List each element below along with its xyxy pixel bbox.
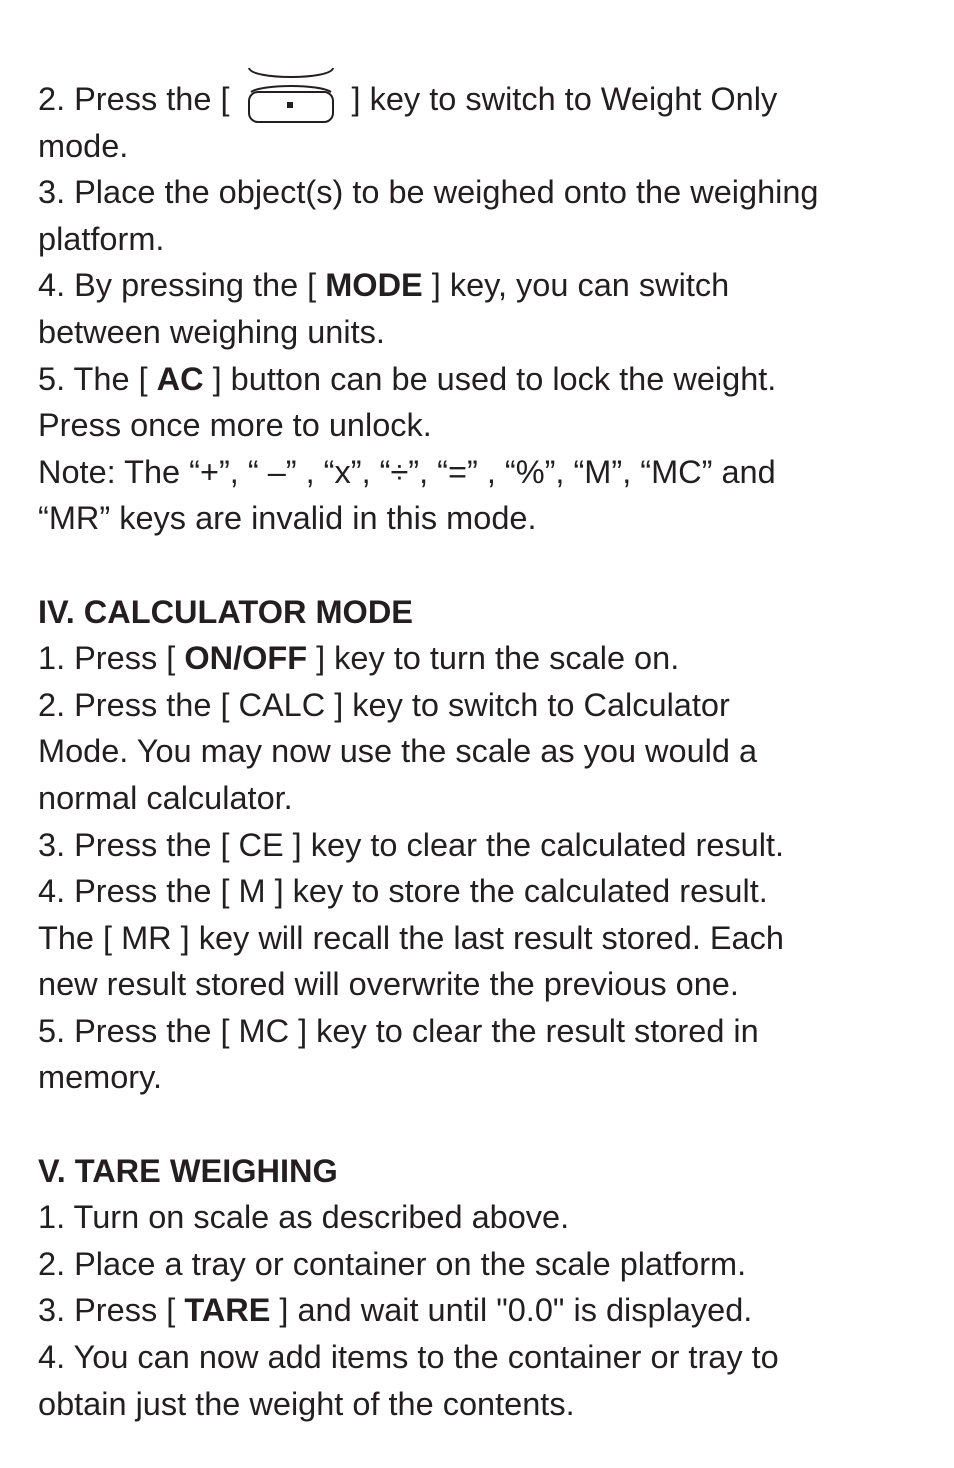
tare-step-4-line1: 4. You can now add items to the container or tray to (38, 1339, 779, 1376)
weight-step-3-line1: 3. Place the object(s) to be weighed onto the weighing (38, 174, 819, 211)
note-line2: “MR” keys are invalid in this mode. (38, 500, 537, 537)
calc-step-1-after: ] key to turn the scale on. (316, 640, 680, 677)
weight-step-5-line1 (38, 356, 938, 403)
weight-step-4-line1 (38, 262, 938, 309)
weight-step-2-cont: mode. (38, 127, 129, 164)
tare-step-3-line (38, 1287, 938, 1334)
note-line1: Note: The “+”, “ –” , “x”, “÷”, “=” , “%”, “M”, “MC” and (38, 453, 776, 490)
tare-step-3-before: 3. Press [ (38, 1292, 176, 1329)
weight-step-4-before: 4. By pressing the [ (38, 267, 317, 304)
weight-step-5-before: 5. The [ (38, 360, 148, 397)
calc-step-3-line1: 3. Press the [ CE ] key to clear the calculated result. (38, 826, 785, 863)
calc-step-2-line2: Mode. You may now use the scale as you would a (38, 733, 758, 770)
instruction-page (38, 76, 938, 1427)
calc-step-4-line3: new result stored will overwrite the previous one. (38, 966, 739, 1003)
mode-key-label: MODE (325, 267, 423, 304)
tare-step-3-after: ] and wait until "0.0" is displayed. (279, 1292, 753, 1329)
tare-step-2: 2. Place a tray or container on the scale platform. (38, 1245, 747, 1282)
weight-step-2-before: 2. Press the [ (38, 81, 230, 117)
tare-key-label: TARE (184, 1292, 271, 1329)
calc-step-5-line1: 5. Press the [ MC ] key to clear the result stored in (38, 1012, 759, 1049)
tare-step-1: 1. Turn on scale as described above. (38, 1199, 570, 1236)
calc-step-1-line (38, 635, 938, 682)
calc-step-5-line2: memory. (38, 1059, 162, 1096)
calc-step-4-line2: The [ MR ] key will recall the last result stored. Each (38, 919, 784, 956)
ac-key-label: AC (156, 360, 204, 397)
weight-step-4-line2: between weighing units. (38, 313, 385, 350)
weight-step-5-line2: Press once more to unlock. (38, 407, 432, 444)
calc-step-2-line1: 2. Press the [ CALC ] key to switch to Calculator (38, 686, 730, 723)
tare-heading: V. TARE WEIGHING (38, 1152, 338, 1189)
weight-step-5-after: ] button can be used to lock the weight. (212, 360, 777, 397)
weight-step-2-line (38, 76, 938, 123)
tare-step-4-line2: obtain just the weight of the contents. (38, 1385, 575, 1422)
weight-step-4-after: ] key, you can switch (431, 267, 730, 304)
weight-step-2-after: ] key to switch to Weight Only (351, 81, 778, 117)
spacer (38, 542, 938, 589)
calc-step-4-line1: 4. Press the [ M ] key to store the calculated result. (38, 873, 768, 910)
onoff-key-label: ON/OFF (184, 640, 308, 677)
scale-key-icon (243, 78, 339, 108)
calc-step-2-line3: normal calculator. (38, 779, 293, 816)
calc-step-1-before: 1. Press [ (38, 640, 176, 677)
weight-step-3-line2: platform. (38, 220, 165, 257)
spacer (38, 1101, 938, 1148)
calculator-heading: IV. CALCULATOR MODE (38, 593, 413, 630)
